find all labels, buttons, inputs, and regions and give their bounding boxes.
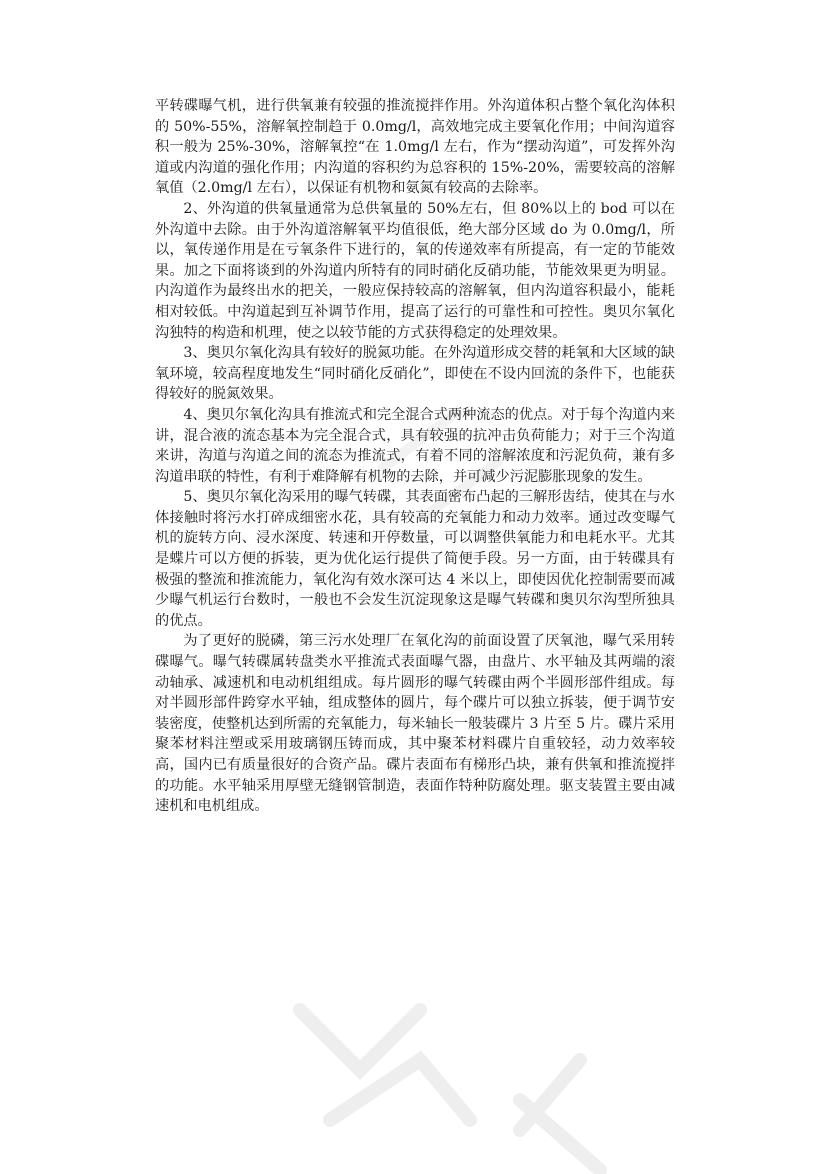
paragraph-3: 3、奥贝尔氧化沟具有较好的脱氮功能。在外沟道形成交替的耗氧和大区域的缺氧环境，较高程度地发生“同时硝化反硝化”，即使在不设内回流的条件下，也能获得较好的脱氮效果。 bbox=[155, 345, 675, 403]
paragraph-4: 4、奥贝尔氧化沟具有推流式和完全混合式两种流态的优点。对于每个沟道内来讲，混合液的流态基本为完全混合式，具有较强的抗冲击负荷能力；对于三个沟道来讲，沟道与沟道之间的流态为推流式，有着不同的溶解浓度和污泥负荷，兼有多沟道串联的特性，有利于难降解有机物的去除，并可减少污泥膨胀现象的发生。 bbox=[155, 406, 675, 485]
paragraph-2: 2、外沟道的供氧量通常为总供氧量的 50%左右，但 80%以上的 bod 可以在外沟道中去除。由于外沟道溶解氧平均值很低，绝大部分区域 do 为 0.0mg/l，所以，氧传递作用是在亏氧条件下进行的，氧的传递效率有所提高，有一定的节能效果。加之下面将谈到的外沟道内所特有的同时硝化反硝功能，节能效果更为明显。内沟道作为最终出水的把关，一般应保持较高的溶解氧，但内沟道容积最小，能耗相对较低。中沟道起到互补调节作用，提高了运行的可靠性和可控性。奥贝尔氧化沟独特的构造和机理，使之以较节能的方式获得稳定的处理效果。 bbox=[155, 200, 675, 341]
paragraph-1: 平转碟曝气机，进行供氧兼有较强的推流搅拌作用。外沟道体积占整个氧化沟体积的 50%-55%，溶解氧控制趋于 0.0mg/l，高效地完成主要氧化作用；中间沟道容积一般为 25%-30%，溶解氧控“在 1.0mg/l 左右，作为“摆动沟道”，可发挥外沟道或内沟道的强化作用；内沟道的容积约为总容积的 15%-20%，需要较高的溶解氧值（2.0mg/l 左右），以保证有机物和氨氮有较高的去除率。 bbox=[155, 98, 675, 197]
paragraph-6: 为了更好的脱磷，第三污水处理厂在氧化沟的前面设置了厌氧池，曝气采用转碟曝气。曝气转碟属转盘类水平推流式表面曝气器，由盘片、水平轴及其两端的滚动轴承、减速机和电动机组组成。每片圆形的曝气转碟由两个半圆形部件组成。每对半圆形部件跨穿水平轴，组成整体的圆片，每个碟片可以独立拆装，便于调节安装密度，使整机达到所需的充氧能力，每米轴长一般装碟片 3 片至 5 片。碟片采用聚苯材料注塑或采用玻璃钢压铸而成，其中聚苯材料碟片自重较轻，动力效率较高，国内已有质量很好的合资产品。碟片表面布有梯形凸块，兼有供氧和推流搅拌的功能。水平轴采用厚壁无缝钢管制造，表面作特种防腐处理。驱支装置主要由减速机和电机组成。 bbox=[155, 633, 675, 815]
document-body bbox=[155, 96, 675, 817]
paragraph-5: 5、奥贝尔氧化沟采用的曝气转碟，其表面密布凸起的三解形齿结，使其在与水体接触时将污水打碎成细密水花，具有较高的充氧能力和动力效率。通过改变曝气机的旋转方向、浸水深度、转速和开停数量，可以调整供氧能力和电耗水平。尤其是蝶片可以方便的拆装，更为优化运行提供了简便手段。另一方面，由于转碟具有极强的整流和推流能力，氧化沟有效水深可达 4 米以上，即使因优化控制需要而减少曝气机运行台数时，一般也不会发生沉淀现象这是曝气转碟和奥贝尔沟型所独具的优点。 bbox=[155, 489, 675, 629]
